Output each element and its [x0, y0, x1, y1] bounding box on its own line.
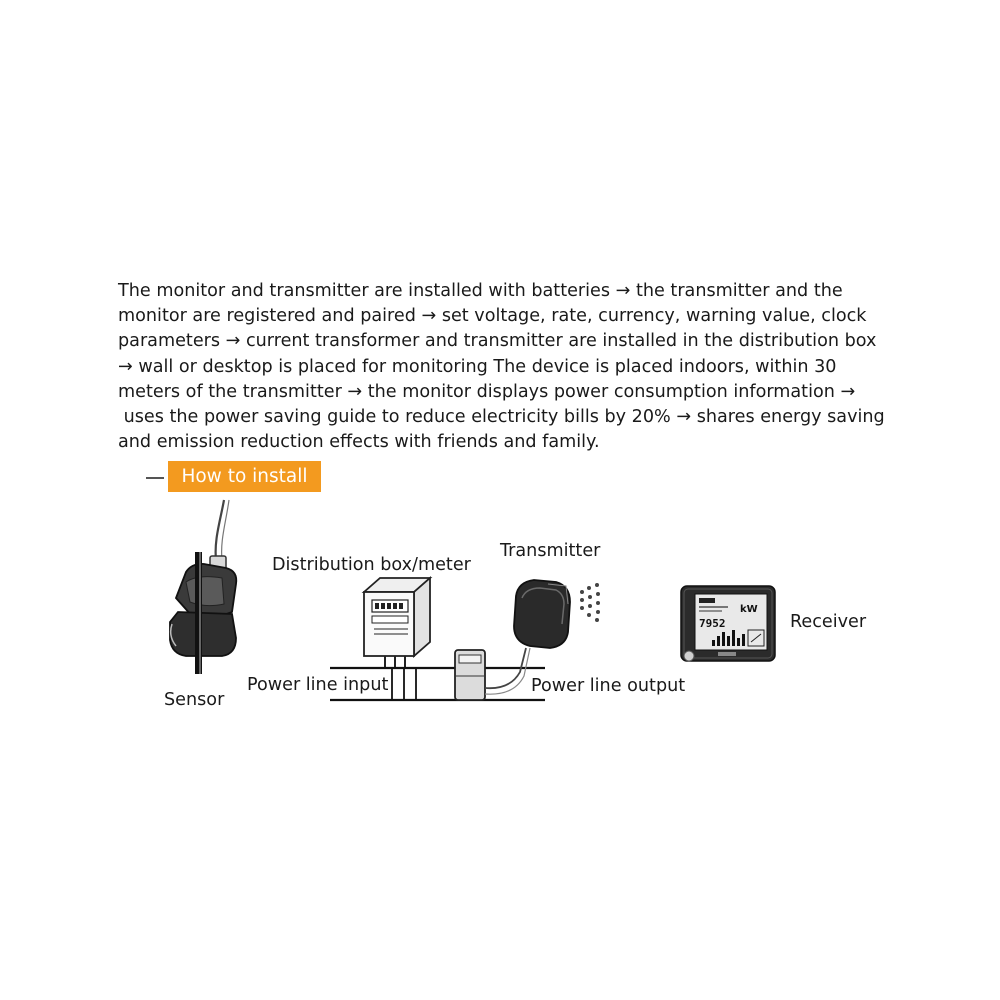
- power-line-output-label: Power line output: [531, 676, 686, 696]
- transmitter-label: Transmitter: [500, 541, 601, 561]
- line-clamp-illustration: [455, 648, 530, 700]
- wireless-signal-icon: [580, 583, 600, 622]
- intro-line: → wall or desktop is placed for monitoring The device is placed indoors, within 30: [118, 356, 837, 377]
- distribution-box-label: Distribution box/meter: [272, 555, 471, 575]
- intro-line: monitor are registered and paired → set voltage, rate, currency, warning value, clock: [118, 306, 867, 327]
- receiver-reading: 7952: [699, 617, 726, 630]
- sensor-cable: [216, 500, 224, 560]
- intro-line: meters of the transmitter → the monitor displays power consumption information →: [118, 381, 856, 402]
- intro-line: and emission reduction effects with friends and family.: [118, 432, 600, 453]
- sensor-illustration: [170, 500, 236, 674]
- intro-line: The monitor and transmitter are installed with batteries → the transmitter and the: [118, 281, 843, 301]
- section-title: How to install: [168, 461, 321, 492]
- receiver-unit: kW: [740, 604, 758, 615]
- receiver-knob: [684, 651, 694, 661]
- power-line-input-label: Power line input: [247, 675, 389, 695]
- sensor-label: Sensor: [164, 690, 225, 710]
- transmitter-body: [514, 580, 570, 648]
- distribution-box-illustration: [364, 578, 430, 668]
- receiver-label: Receiver: [790, 612, 867, 632]
- transmitter-illustration: [514, 580, 600, 648]
- intro-line: parameters → current transformer and transmitter are installed in the distribution box: [118, 331, 877, 352]
- receiver-illustration: [681, 586, 775, 661]
- sensor-lower-core: [170, 612, 236, 656]
- intro-line: uses the power saving guide to reduce electricity bills by 20% → shares energy saving: [118, 407, 885, 428]
